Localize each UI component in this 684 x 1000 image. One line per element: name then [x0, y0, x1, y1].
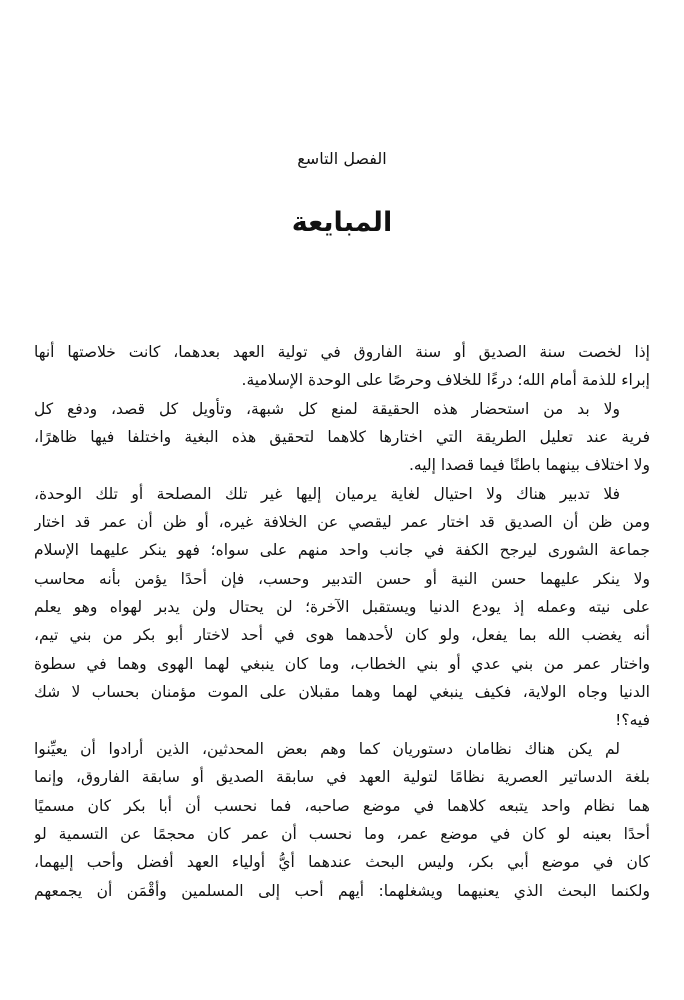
- chapter-label: الفصل التاسع: [297, 149, 387, 168]
- text-line: فرية عند تعليل الطريقة التي اختارها كلاهما لتحقيق هذه البغية واختلفا فيها ظاهرًا،: [34, 428, 650, 447]
- text-line: جماعة الشورى ليرجح الكفة في جانب واحد منهم على سواه؛ فهو ينكر عليهما الإسلام: [34, 541, 650, 560]
- text-line: ولكنما البحث الذي يعنيهما ويشغلهما: أيهم أحب إلى المسلمين وأقْمَن أن يجمعهم: [34, 881, 650, 900]
- paragraph-4: [34, 735, 650, 905]
- paragraph-1: [34, 338, 650, 395]
- text-line: الدنيا وجاه الولاية، فكيف ينبغي لهما وهما مقبلان على الموت مؤمنان بحساب لا شك: [34, 683, 650, 702]
- text-line: فلا تدبير هناك ولا احتيال لغاية يرميان إليها غير تلك المصلحة أو تلك الوحدة،: [34, 484, 620, 503]
- text-line: أحدًا بعينه لو كان في موضع عمر، وما نحسب أن عمر كان محجمًا عن التسمية لو: [34, 824, 650, 843]
- text-line: أنه يغضب الله بما يفعل، ولو كان لأحدهما هوى في أحد لاختار أبو بكر من بني تيم،: [34, 626, 650, 645]
- text-line: ولا ينكر عليهما حسن النية أو حسن التدبير وحسب، فإن أحدًا يؤمن بأنه محاسب: [34, 569, 650, 588]
- text-line: كان في موضع أبي بكر، وليس البحث عندهما أيُّ أولياء العهد أفضل وأحب إليهما،: [34, 853, 650, 872]
- text-line: واختار عمر من بني عدي أو بني الخطاب، وما كان ينبغي لهما الهوى وهما في سطوة: [34, 654, 650, 673]
- text-line: ومن ظن أن الصديق قد اختار عمر ليقصي عن الخلافة غيره، أو ظن أن عمر قد اختار: [34, 513, 650, 532]
- text-line: على نيته وعمله إذ يودع الدنيا ويستقبل الآخرة؛ لن يحتال ولن يدبر لهواه وهو يعلم: [34, 598, 650, 617]
- text-line: بلغة الدساتير العصرية نظامًا لتولية العهد في سابقة الصديق أو سابقة الفاروق، وإنما: [34, 768, 650, 787]
- text-line: ولا بد من استحضار هذه الحقيقة لمنع كل شبهة، وتأويل كل قصد، ودفع كل: [34, 399, 620, 418]
- paragraph-2: [34, 395, 650, 480]
- text-line: إذا لخصت سنة الصديق أو سنة الفاروق في تولية العهد بعدهما، كانت خلاصتها أنها: [34, 343, 650, 361]
- paragraph-3: [34, 480, 650, 735]
- text-line: فيه؟!: [615, 711, 650, 730]
- text-line: لم يكن هناك نظامان دستوريان كما وهم بعض المحدثين، الذين أرادوا أن يعيِّنوا: [34, 739, 620, 758]
- chapter-title: المبايعة: [291, 207, 393, 238]
- body-text: [34, 338, 650, 905]
- text-line: هما نظام واحد يتبعه كلاهما في موضع صاحبه، فما نحسب أن أبا بكر كان مسميًا: [34, 796, 650, 815]
- text-line: ولا اختلاف بينهما باطنًا فيما قصدا إليه.: [408, 456, 650, 475]
- text-line: إبراء للذمة أمام الله؛ درءًا للخلاف وحرصًا على الوحدة الإسلامية.: [241, 371, 650, 390]
